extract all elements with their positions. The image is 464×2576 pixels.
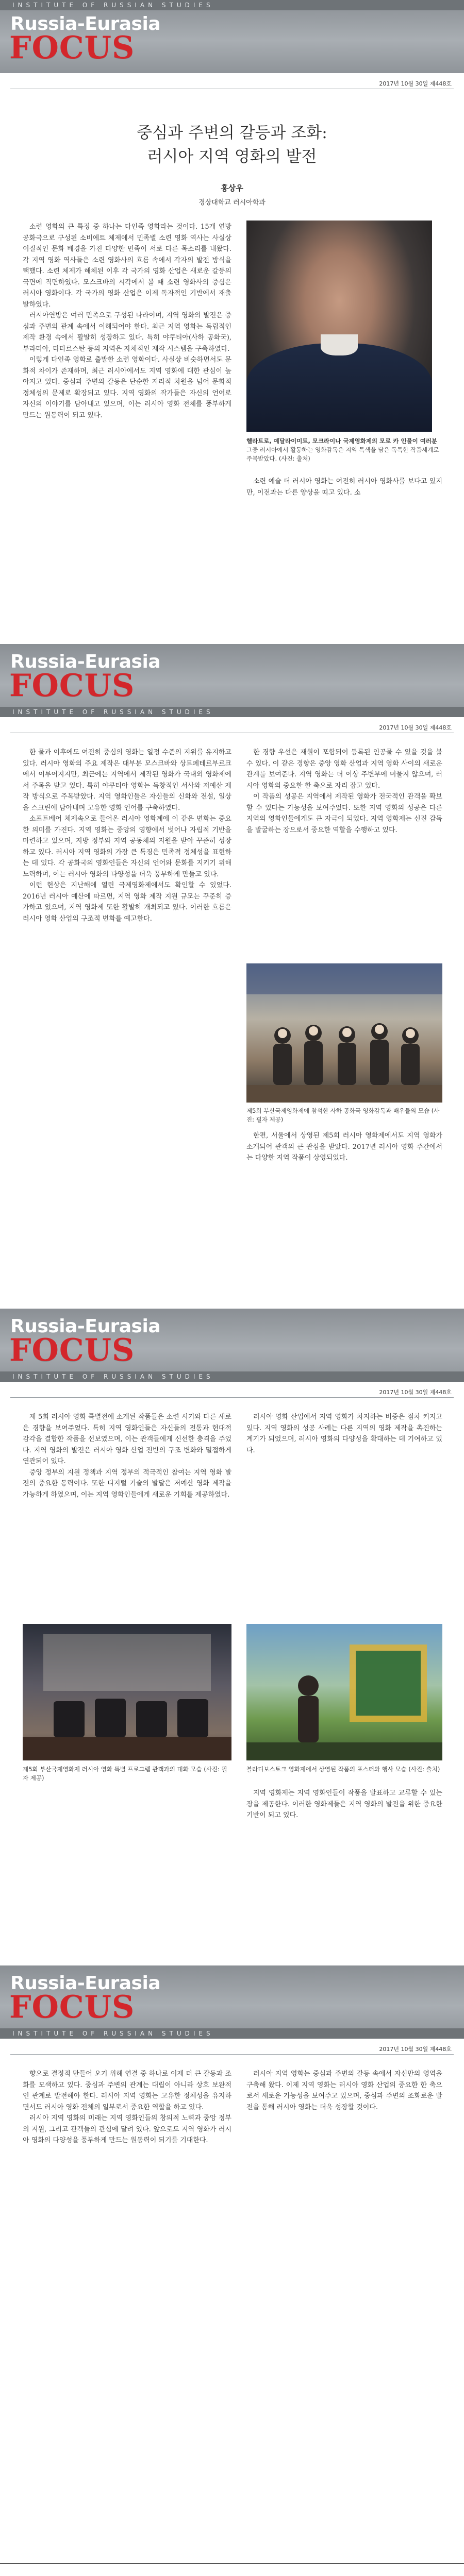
masthead-bottom-bar bbox=[0, 2028, 464, 2039]
institute-label: INSTITUTE OF RUSSIAN STUDIES bbox=[12, 708, 214, 716]
screening-event-photo bbox=[23, 1624, 231, 1760]
screening-photo-illustration bbox=[23, 1624, 231, 1760]
newsletter-name-line1: Russia-Eurasia bbox=[10, 1973, 161, 1994]
paragraph: 러시아 영화 산업에서 지역 영화가 차지하는 비중은 점차 커지고 있다. 지역 영화의 성공 사례는 다른 지역의 영화 제작을 촉진하는 계기가 되었으며, 러시아 영화의 다양성을 확대하는 데 기여하고 있다. bbox=[246, 1413, 442, 1454]
paragraph: 소프트베어 체제속으로 들어온 러시아 영화계에 이 같은 변화는 중요한 의미를 가진다. 지역 영화는 중앙의 영향에서 벗어나 자립적 기반을 마련하고 있으며, 지방 정부와 지역 공동체의 지원을 받아 꾸준히 성장하고 있다. 러시아 지역 영화의 가장 큰 특징은 민족적 정체성을 표현하는 데 있다. 각 공화국의 영화인들은 자신의 언어와 문화를 지키기 위해 노력하며, 이는 러시아 영화의 다양성을 더욱 풍부하게 만들고 있다. bbox=[23, 815, 231, 878]
body-column-left bbox=[23, 747, 231, 1288]
body-column-right-continued bbox=[246, 1788, 442, 1942]
paragraph: 한 경향 우선은 재원이 포함되어 등록된 인공물 수 있을 것을 볼 수 있다. 이 같은 경향은 중앙 영화 산업과 지역 영화 사이의 새로운 관계를 보여준다. 지역 영화는 더 이상 주변부에 머물지 않으며, 러시아 영화의 중요한 한 축으로 자리 잡고 있다. bbox=[246, 749, 442, 790]
paragraph: 중앙 정부의 지원 정책과 지역 정부의 적극적인 참여는 지역 영화 발전의 중요한 동력이다. 또한 디지털 기술의 발달은 저예산 영화 제작을 가능하게 하였으며, 이는 지역 영화인들에게 새로운 기회를 제공하였다. bbox=[23, 1468, 231, 1499]
newsletter-name-line2: FOCUS bbox=[9, 30, 135, 66]
paragraph: 소련 예술 더 러시아 영화는 여전히 러시아 영화사를 보다고 있지만, 이전과는 다른 양상을 띠고 있다. 소 bbox=[246, 478, 442, 497]
masthead-bottom-bar bbox=[0, 1371, 464, 1382]
body-column-left bbox=[23, 1412, 231, 1618]
institute-label: INSTITUTE OF RUSSIAN STUDIES bbox=[12, 2030, 214, 2037]
paragraph: 향으로 결정적 만들어 오기 위해 연결 중 하나로 이제 더 큰 갈등과 조화를 모색하고 있다. 중심과 주변의 관계는 대립이 아니라 상호 보완적인 관계로 발전해야 한다. 러시아 지역 영화는 고유한 정체성을 유지하면서도 러시아 영화 전체의 일부로서 중요한 역할을 하고 있다. bbox=[23, 2070, 231, 2111]
body-column-right-continued bbox=[246, 1130, 442, 1285]
author-portrait-photo bbox=[246, 221, 432, 432]
footer bbox=[0, 2563, 464, 2576]
paragraph: 소련 영화의 큰 특징 중 하나는 다인족 영화라는 것이다. 15개 연방 공화국으로 구성된 소비에트 체제에서 민족별 소련 영화 역사는 사실상 이질적인 문화 배경을 가진 다양한 민족이 서로 다른 목소리를 내왔다. 각 지역 영화 역사들은 소련 영화사의 흐름 속에서 각자의 발전 방식을 택했다. 소련 체제가 해체된 이후 각 국가의 영화 산업은 새로운 갈등의 국면에 직면하였다. 모스크바의 시각에서 볼 때 소련 영화사의 중심은 러시아 영화이다. 각 국가의 영화 산업은 이제 독자적인 기반에서 재출발하였다. bbox=[23, 223, 231, 309]
newsletter-name-line2: FOCUS bbox=[9, 668, 135, 704]
body-column-left bbox=[23, 2069, 231, 2491]
masthead bbox=[0, 0, 464, 73]
event-photo bbox=[246, 963, 442, 1103]
masthead bbox=[0, 1309, 464, 1382]
author-name: 홍상우 bbox=[221, 183, 243, 193]
paragraph: 제 5회 러시아 영화 특별전에 소개된 작품들은 소련 시기와 다른 새로운 경향을 보여주었다. 특히 지역 영화인들은 자신들의 전통과 현대적 감각을 결합한 작품을 선보였으며, 이는 관객들에게 신선한 충격을 주었다. 지역 영화의 발전은 러시아 영화 산업 전반의 구조 변화와 밀접하게 연관되어 있다. bbox=[23, 1413, 231, 1465]
photo-caption-left: 제5회 부산국제영화제 러시아 영화 특별 프로그램 관객과의 대화 모습 (사진: 필자 제공) bbox=[23, 1766, 227, 1782]
paragraph: 지역 영화제는 지역 영화인들이 작품을 발표하고 교류할 수 있는 장을 제공한다. 이러한 영화제들은 지역 영화의 발전을 위한 중요한 기반이 되고 있다. bbox=[246, 1789, 442, 1819]
paragraph: 한편, 서울에서 상영된 제5회 러시아 영화제에서도 지역 영화가 소개되어 관객의 큰 관심을 받았다. 2017년 러시아 영화 주간에서는 다양한 지역 작품이 상영되었다. bbox=[246, 1132, 442, 1162]
paragraph: 러시아 지역 영화는 중심과 주변의 갈등 속에서 자신만의 영역을 구축해 왔다. 이제 지역 영화는 러시아 영화 산업의 중요한 한 축으로서 새로운 가능성을 보여주고 있으며, 중심과 주변의 조화로운 발전을 통해 러시아 영화는 더욱 성장할 것이다. bbox=[246, 2070, 442, 2111]
photo-caption-right: 블라디보스토크 영화제에서 상영된 작품의 포스터와 행사 모습 (사진: 출처) bbox=[246, 1766, 440, 1773]
institute-label: INSTITUTE OF RUSSIAN STUDIES bbox=[12, 1373, 214, 1380]
paragraph: 러시아 지역 영화의 미래는 지역 영화인들의 창의적 노력과 중앙 정부의 지원, 그리고 관객들의 관심에 달려 있다. 앞으로도 지역 영화가 러시아 영화의 다양성을 풍부하게 만드는 원동력이 되기를 기대한다. bbox=[23, 2114, 231, 2144]
newsletter-page-3 bbox=[0, 1309, 464, 1965]
paragraph: 이런 현상은 지난해에 열린 국제영화제에서도 확인할 수 있었다. 2016년 러시아 예산에 따르면, 지역 영화 제작 지원 규모는 꾸준히 증가하고 있으며, 지역 영화제 또한 활발히 개최되고 있다. 이러한 흐름은 러시아 영화 산업의 구조적 변화를 예고한다. bbox=[23, 882, 231, 923]
body-column-left bbox=[23, 222, 231, 618]
author-affiliation: 경상대학교 러시아학과 bbox=[198, 199, 266, 207]
newsletter-name-line1: Russia-Eurasia bbox=[10, 13, 161, 35]
paragraph: 이렇게 다인족 영화로 출발한 소련 영화이다. 사실상 비슷하면서도 문화적 차이가 존재하며, 최근 러시아에서도 지역 영화에 대한 관심이 높아지고 있다. 중심과 주변의 갈등은 단순한 지리적 차원을 넘어 문화적 정체성의 문제로 확장되고 있다. 지역 영화의 작가들은 자신의 언어로 자신의 이야기를 담아내고 있으며, 이는 러시아 영화 전체를 풍부하게 만드는 원동력이 되고 있다. bbox=[23, 356, 231, 419]
newsletter-name-line1: Russia-Eurasia bbox=[10, 651, 161, 672]
film-festival-photo bbox=[246, 1624, 442, 1760]
event-photo-illustration bbox=[246, 963, 442, 1103]
newsletter-page-2 bbox=[0, 644, 464, 1309]
paragraph: 러시아연방은 여러 민족으로 구성된 나라이며, 지역 영화의 발전은 중심과 주변의 관계 속에서 이해되어야 한다. 최근 지역 영화는 독립적인 제작 환경 속에서 활발히 성장하고 있다. 특히 야쿠티아(사하 공화국), 부랴티아, 타타르스탄 등의 지역은 자체적인 제작 시스템을 구축하였다. bbox=[23, 312, 231, 353]
portrait-collar bbox=[321, 334, 358, 355]
article-title-line1: 중심과 주변의 갈등과 조화: bbox=[137, 124, 327, 142]
newsletter-name-line1: Russia-Eurasia bbox=[10, 1316, 161, 1337]
issue-dateline: 2017년 10월 30일 제448호 bbox=[379, 724, 452, 731]
paragraph: 이 작품의 성공은 지역에서 제작된 영화가 전국적인 관객을 확보할 수 있다는 가능성을 보여주었다. 또한 지역 영화의 성공은 다른 지역의 영화인들에게도 큰 자극이 되었다. 지역 영화제는 신진 감독을 발굴하는 장으로서 중요한 역할을 수행하고 있다. bbox=[246, 793, 442, 834]
newsletter-name-line2: FOCUS bbox=[9, 1332, 135, 1368]
institute-label: INSTITUTE OF RUSSIAN STUDIES bbox=[12, 2, 214, 9]
newsletter-name-line2: FOCUS bbox=[9, 1989, 135, 2025]
masthead-bottom-bar bbox=[0, 707, 464, 717]
body-column-right bbox=[246, 2069, 442, 2491]
body-column-right bbox=[246, 1412, 442, 1618]
photo-caption: 제5회 부산국제영화제에 참석한 사하 공화국 영화감독과 배우들의 모습 (사진: 필자 제공) bbox=[246, 1107, 440, 1123]
portrait-shirt bbox=[246, 343, 432, 432]
masthead bbox=[0, 1965, 464, 2039]
photo-caption-bold: 헬라트로, 예달라이미트, 모크라이나 국제영화제의 모로 카 인물이 여러분 bbox=[246, 437, 438, 445]
newsletter-page-1 bbox=[0, 0, 464, 644]
issue-dateline: 2017년 10월 30일 제448호 bbox=[379, 1389, 452, 1396]
article-title-line2: 러시아 지역 영화의 발전 bbox=[147, 147, 317, 166]
masthead bbox=[0, 644, 464, 717]
photo-caption bbox=[246, 437, 442, 463]
newsletter-page-4 bbox=[0, 1965, 464, 2576]
photo-caption-text: 그중 러시아에서 활동하는 영화감독은 지역 특색을 담은 독특한 작품세계로 주목받았다. (사진: 출처) bbox=[246, 446, 439, 462]
festival-photo-illustration bbox=[246, 1624, 442, 1760]
body-column-right bbox=[246, 476, 442, 620]
body-column-right bbox=[246, 747, 442, 958]
issue-dateline: 2017년 10월 30일 제448호 bbox=[379, 2046, 452, 2053]
masthead-top-bar bbox=[0, 0, 464, 10]
divider bbox=[10, 2054, 454, 2055]
divider bbox=[10, 1397, 454, 1398]
paragraph: 한 물과 이후에도 여전히 중심의 영화는 일정 수준의 지위를 유지하고 있다. 러시아 영화의 주요 제작은 대부분 모스크바와 상트페테르부르크에서 이루어지지만, 최근에는 지역에서 제작된 영화가 국내외 영화제에서 주목을 받고 있다. 특히 야쿠티아 영화는 독창적인 서사와 저예산 제작 방식으로 주목받았다. 지역 영화인들은 자신들의 신화와 전설, 일상을 스크린에 담아내며 고유한 영화 언어를 구축하였다. bbox=[23, 749, 231, 812]
issue-dateline: 2017년 10월 30일 제448호 bbox=[379, 80, 452, 87]
